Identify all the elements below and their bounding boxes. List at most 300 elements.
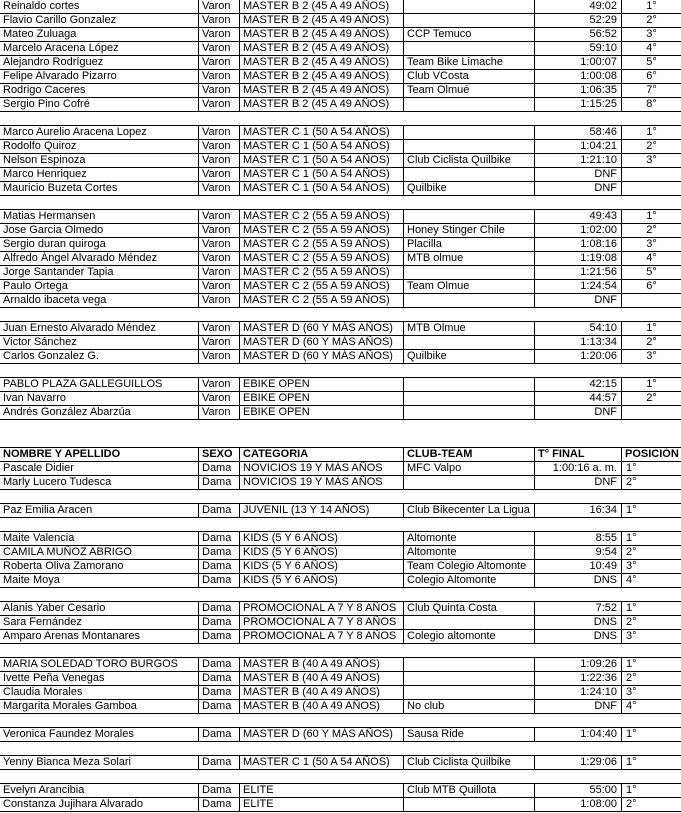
column-divider <box>621 139 622 154</box>
time-cell: DNF <box>594 406 617 418</box>
sex-cell: Varon <box>202 28 231 40</box>
column-divider <box>198 475 199 490</box>
column-divider <box>403 629 404 644</box>
column-divider <box>621 237 622 252</box>
category-cell: MASTER C 1 (50 A 54 AÑOS) <box>243 140 390 152</box>
row-divider <box>0 643 681 644</box>
column-divider <box>621 167 622 182</box>
time-cell: 54:10 <box>589 322 617 334</box>
row-divider <box>0 209 681 210</box>
name-cell: Jorge Santander Tapia <box>3 266 114 278</box>
category-cell: MASTER C 2 (55 A 59 AÑOS) <box>243 280 390 292</box>
row-divider <box>0 783 681 784</box>
column-divider <box>534 615 535 630</box>
position-cell: 1° <box>646 0 657 12</box>
column-divider <box>403 321 404 336</box>
name-cell: Alejandro Rodríguez <box>3 56 104 68</box>
time-cell: 1:20:06 <box>580 350 617 362</box>
column-divider <box>239 685 240 700</box>
category-cell: MASTER B 2 (45 A 49 AÑOS) <box>243 56 390 68</box>
category-cell: MASTER B 2 (45 A 49 AÑOS) <box>243 0 390 12</box>
column-divider <box>621 293 622 308</box>
column-divider <box>198 237 199 252</box>
club-cell <box>404 168 535 182</box>
column-header: SEXO <box>202 448 233 460</box>
club-cell: Club MTB Quillota <box>407 784 497 796</box>
position-cell: 1° <box>646 210 657 222</box>
category-cell: KIDS (5 Y 6 AÑOS) <box>243 546 338 558</box>
time-cell: 49:02 <box>589 0 617 12</box>
column-divider <box>239 321 240 336</box>
sex-cell: Varon <box>202 336 231 348</box>
category-cell: EBIKE OPEN <box>243 406 310 418</box>
column-divider <box>534 265 535 280</box>
column-divider <box>198 251 199 266</box>
column-divider <box>198 699 199 714</box>
column-header: T° FINAL <box>538 448 585 460</box>
position-cell <box>622 294 681 308</box>
category-cell: PROMOCIONAL A 7 Y 8 AÑOS <box>243 630 397 642</box>
sex-cell: Varon <box>202 56 231 68</box>
category-cell: MASTER C 2 (55 A 59 AÑOS) <box>243 266 390 278</box>
column-divider <box>534 335 535 350</box>
category-cell: MASTER B (40 A 49 AÑOS) <box>243 658 380 670</box>
category-cell: MASTER D (60 Y MÁS AÑOS) <box>243 336 393 348</box>
position-cell: 4° <box>646 252 657 264</box>
time-cell: DNS <box>593 574 617 586</box>
name-cell: Roberta Oliva Zamorano <box>3 560 124 572</box>
column-divider <box>621 13 622 28</box>
club-cell <box>404 672 535 686</box>
position-cell: 5° <box>646 266 657 278</box>
time-cell: 1:13:34 <box>580 336 617 348</box>
column-divider <box>534 461 535 476</box>
column-divider <box>239 601 240 616</box>
column-divider <box>198 503 199 518</box>
column-header: NOMBRE Y APELLIDO <box>3 448 121 460</box>
club-cell <box>404 686 535 700</box>
time-cell: 1:04:40 <box>580 728 617 740</box>
time-cell: DNF <box>594 168 617 180</box>
column-divider <box>239 727 240 742</box>
column-divider <box>198 671 199 686</box>
column-divider <box>403 671 404 686</box>
column-divider <box>239 0 240 14</box>
position-cell: 1° <box>646 126 657 138</box>
column-divider <box>534 503 535 518</box>
column-divider <box>534 209 535 224</box>
column-divider <box>198 223 199 238</box>
club-cell <box>404 210 535 224</box>
position-cell: 1° <box>626 532 637 544</box>
column-divider <box>534 671 535 686</box>
name-cell: Ivette Peña Venegas <box>3 672 105 684</box>
column-divider <box>534 657 535 672</box>
row-divider <box>0 125 681 126</box>
column-divider <box>534 55 535 70</box>
column-divider <box>621 629 622 644</box>
column-divider <box>621 209 622 224</box>
column-divider <box>198 727 199 742</box>
column-divider <box>198 97 199 112</box>
sex-cell: Varon <box>202 322 231 334</box>
name-cell: Andrés González Abarzúa <box>3 406 131 418</box>
row-divider <box>0 587 681 588</box>
row-divider <box>0 769 681 770</box>
column-divider <box>198 797 199 812</box>
row-divider <box>0 503 681 504</box>
time-cell: 1:19:08 <box>580 252 617 264</box>
position-cell: 2° <box>646 336 657 348</box>
column-divider <box>239 335 240 350</box>
column-divider <box>198 391 199 406</box>
column-divider <box>534 251 535 266</box>
position-cell: 2° <box>626 672 637 684</box>
column-divider <box>198 405 199 420</box>
club-cell: Quilbike <box>407 182 447 194</box>
column-divider <box>621 447 622 462</box>
column-divider <box>403 447 404 462</box>
sex-cell: Dama <box>202 756 232 768</box>
column-divider <box>534 167 535 182</box>
time-cell: 49:43 <box>589 210 617 222</box>
column-divider <box>239 97 240 112</box>
club-cell <box>404 392 535 406</box>
column-header: POSICIÓN <box>625 448 679 460</box>
column-divider <box>621 265 622 280</box>
category-cell: MASTER B (40 A 49 AÑOS) <box>243 700 380 712</box>
column-divider <box>403 601 404 616</box>
column-divider <box>534 755 535 770</box>
club-cell <box>404 616 535 630</box>
name-cell: Victor Sánchez <box>3 336 77 348</box>
column-divider <box>239 27 240 42</box>
column-divider <box>621 503 622 518</box>
sex-cell: Dama <box>202 686 232 698</box>
position-cell: 6° <box>646 70 657 82</box>
position-cell: 1° <box>626 784 637 796</box>
column-divider <box>239 349 240 364</box>
club-cell: Colegio Altomonte <box>407 574 497 586</box>
column-divider <box>198 447 199 462</box>
category-cell: MASTER B 2 (45 A 49 AÑOS) <box>243 14 390 26</box>
club-cell: MFC Valpo <box>407 462 462 474</box>
sex-cell: Varon <box>202 140 231 152</box>
position-cell: 3° <box>646 28 657 40</box>
time-cell: 59:10 <box>589 42 617 54</box>
column-divider <box>621 573 622 588</box>
position-cell: 2° <box>646 224 657 236</box>
column-divider <box>621 391 622 406</box>
column-divider <box>239 783 240 798</box>
sex-cell: Varon <box>202 210 231 222</box>
column-divider <box>198 55 199 70</box>
column-divider <box>403 727 404 742</box>
sex-cell: Varon <box>202 70 231 82</box>
column-divider <box>198 559 199 574</box>
column-divider <box>239 615 240 630</box>
column-divider <box>403 139 404 154</box>
column-divider <box>198 13 199 28</box>
position-cell <box>622 168 681 182</box>
column-divider <box>621 335 622 350</box>
sex-cell: Dama <box>202 616 232 628</box>
column-divider <box>403 237 404 252</box>
time-cell: 1:06:35 <box>580 84 617 96</box>
column-divider <box>621 377 622 392</box>
row-divider <box>0 363 681 364</box>
sex-cell: Dama <box>202 658 232 670</box>
category-cell: MASTER C 2 (55 A 59 AÑOS) <box>243 294 390 306</box>
name-cell: Marly Lucero Tudesca <box>3 476 112 488</box>
column-divider <box>621 69 622 84</box>
column-divider <box>198 41 199 56</box>
name-cell: Mauricio Buzeta Cortes <box>3 182 118 194</box>
sex-cell: Varon <box>202 294 231 306</box>
name-cell: Margarita Morales Gamboa <box>3 700 137 712</box>
category-cell: MASTER C 2 (55 A 59 AÑOS) <box>243 224 390 236</box>
category-cell: MASTER C 1 (50 A 54 AÑOS) <box>243 168 390 180</box>
column-divider <box>621 41 622 56</box>
sex-cell: Dama <box>202 728 232 740</box>
column-divider <box>621 657 622 672</box>
column-divider <box>621 0 622 14</box>
column-divider <box>239 125 240 140</box>
column-divider <box>198 601 199 616</box>
sex-cell: Dama <box>202 504 232 516</box>
column-divider <box>198 335 199 350</box>
category-cell: MASTER C 1 (50 A 54 AÑOS) <box>243 154 390 166</box>
column-divider <box>403 41 404 56</box>
column-divider <box>198 139 199 154</box>
name-cell: Yenny Bianca Meza Solari <box>3 756 132 768</box>
club-cell: Honey Stinger Chile <box>407 224 505 236</box>
column-divider <box>534 139 535 154</box>
time-cell: 52:29 <box>589 14 617 26</box>
category-cell: MASTER B 2 (45 A 49 AÑOS) <box>243 84 390 96</box>
position-cell: 1° <box>646 322 657 334</box>
sex-cell: Varon <box>202 238 231 250</box>
column-divider <box>198 657 199 672</box>
position-cell: 4° <box>626 700 637 712</box>
column-divider <box>198 685 199 700</box>
column-divider <box>403 615 404 630</box>
column-divider <box>198 615 199 630</box>
sex-cell: Dama <box>202 602 232 614</box>
category-cell: KIDS (5 Y 6 AÑOS) <box>243 532 338 544</box>
column-divider <box>403 13 404 28</box>
position-cell: 2° <box>646 392 657 404</box>
column-divider <box>239 69 240 84</box>
category-cell: NOVICIOS 19 Y MÁS AÑOS <box>243 462 383 474</box>
position-cell <box>622 406 681 420</box>
time-cell: 1:29:06 <box>580 756 617 768</box>
column-divider <box>403 55 404 70</box>
category-cell: MASTER B (40 A 49 AÑOS) <box>243 672 380 684</box>
column-divider <box>534 293 535 308</box>
column-divider <box>239 83 240 98</box>
column-divider <box>403 125 404 140</box>
category-cell: MASTER B 2 (45 A 49 AÑOS) <box>243 98 390 110</box>
column-divider <box>239 237 240 252</box>
column-divider <box>403 503 404 518</box>
sex-cell: Varon <box>202 266 231 278</box>
column-divider <box>534 391 535 406</box>
column-divider <box>198 167 199 182</box>
column-divider <box>621 27 622 42</box>
club-cell: Colegio altomonte <box>407 630 496 642</box>
category-cell: EBIKE OPEN <box>243 392 310 404</box>
category-cell: PROMOCIONAL A 7 Y 8 AÑOS <box>243 616 397 628</box>
category-cell: KIDS (5 Y 6 AÑOS) <box>243 560 338 572</box>
column-divider <box>239 559 240 574</box>
row-divider <box>0 741 681 742</box>
club-cell: Team Colegio Altomonte <box>407 560 527 572</box>
sex-cell: Dama <box>202 672 232 684</box>
position-cell: 1° <box>626 504 637 516</box>
sex-cell: Varon <box>202 182 231 194</box>
name-cell: Nelson Espinoza <box>3 154 86 166</box>
column-divider <box>239 531 240 546</box>
club-cell: MTB olmue <box>407 252 464 264</box>
sex-cell: Varon <box>202 378 231 390</box>
time-cell: 55:00 <box>589 784 617 796</box>
sex-cell: Varon <box>202 280 231 292</box>
column-divider <box>621 223 622 238</box>
column-divider <box>198 377 199 392</box>
name-cell: Evelyn Arancibia <box>3 784 85 796</box>
column-divider <box>621 531 622 546</box>
club-cell: Club Quinta Costa <box>407 602 497 614</box>
column-divider <box>534 545 535 560</box>
column-divider <box>239 447 240 462</box>
club-cell: CCP Temuco <box>407 28 472 40</box>
column-divider <box>534 41 535 56</box>
column-divider <box>239 265 240 280</box>
category-cell: MASTER C 1 (50 A 54 AÑOS) <box>243 756 390 768</box>
time-cell: DNF <box>594 182 617 194</box>
column-divider <box>239 461 240 476</box>
column-divider <box>198 783 199 798</box>
time-cell: 1:02:00 <box>580 224 617 236</box>
name-cell: Claudia Morales <box>3 686 83 698</box>
club-cell <box>404 378 535 392</box>
row-divider <box>0 755 681 756</box>
sex-cell: Varon <box>202 350 231 362</box>
club-cell <box>404 14 535 28</box>
position-cell: 4° <box>646 42 657 54</box>
club-cell: Club Ciclista Quilbike <box>407 154 511 166</box>
time-cell: 1:21:10 <box>580 154 617 166</box>
column-divider <box>534 83 535 98</box>
club-cell: No club <box>407 700 445 712</box>
column-divider <box>403 559 404 574</box>
sex-cell: Varon <box>202 0 231 12</box>
sex-cell: Varon <box>202 98 231 110</box>
column-divider <box>534 223 535 238</box>
column-divider <box>403 475 404 490</box>
column-divider <box>198 573 199 588</box>
time-cell: 1:08:00 <box>580 798 617 810</box>
column-divider <box>198 461 199 476</box>
column-divider <box>239 55 240 70</box>
column-divider <box>239 251 240 266</box>
name-cell: Marcelo Aracena López <box>3 42 119 54</box>
column-divider <box>198 349 199 364</box>
position-cell: 3° <box>626 630 637 642</box>
time-cell: 1:00:07 <box>580 56 617 68</box>
column-divider <box>534 573 535 588</box>
category-cell: NOVICIOS 19 Y MÁS AÑOS <box>243 476 383 488</box>
column-divider <box>621 755 622 770</box>
time-cell: 58:46 <box>589 126 617 138</box>
name-cell: Pascale Didier <box>3 462 74 474</box>
column-divider <box>403 573 404 588</box>
position-cell: 3° <box>646 238 657 250</box>
column-divider <box>403 265 404 280</box>
time-cell: DNF <box>594 476 617 488</box>
sex-cell: Dama <box>202 476 232 488</box>
time-cell: 1:04:21 <box>580 140 617 152</box>
column-divider <box>403 27 404 42</box>
category-cell: MASTER B 2 (45 A 49 AÑOS) <box>243 70 390 82</box>
column-divider <box>534 559 535 574</box>
column-divider <box>534 783 535 798</box>
name-cell: Paz Emilia Aracen <box>3 504 93 516</box>
column-divider <box>239 475 240 490</box>
column-divider <box>239 545 240 560</box>
category-cell: MASTER C 2 (55 A 59 AÑOS) <box>243 238 390 250</box>
club-cell <box>404 98 535 112</box>
column-divider <box>239 167 240 182</box>
row-divider <box>0 111 681 112</box>
column-divider <box>534 447 535 462</box>
name-cell: Rodrigo Caceres <box>3 84 86 96</box>
club-cell: Club VCosta <box>407 70 469 82</box>
column-divider <box>403 391 404 406</box>
position-cell: 2° <box>646 140 657 152</box>
name-cell: Alanis Yaber Cesario <box>3 602 106 614</box>
column-divider <box>534 531 535 546</box>
category-cell: MASTER D (60 Y MÁS AÑOS) <box>243 350 393 362</box>
sex-cell: Dama <box>202 574 232 586</box>
name-cell: Mateo Zuluaga <box>3 28 77 40</box>
column-divider <box>403 797 404 812</box>
column-divider <box>239 405 240 420</box>
category-cell: MASTER C 1 (50 A 54 AÑOS) <box>243 182 390 194</box>
position-cell: 8° <box>646 98 657 110</box>
club-cell: Club Bikecenter La Ligua <box>407 504 530 516</box>
name-cell: Marco Henriquez <box>3 168 87 180</box>
column-divider <box>403 97 404 112</box>
position-cell <box>622 182 681 196</box>
column-divider <box>403 657 404 672</box>
position-cell: 3° <box>626 560 637 572</box>
row-divider <box>0 447 681 448</box>
name-cell: Flavio Carillo Gonzalez <box>3 14 117 26</box>
row-divider <box>0 489 681 490</box>
time-cell: 56:52 <box>589 28 617 40</box>
name-cell: Maite Moya <box>3 574 60 586</box>
sex-cell: Varon <box>202 406 231 418</box>
time-cell: 1:22:36 <box>580 672 617 684</box>
column-divider <box>534 69 535 84</box>
column-divider <box>534 97 535 112</box>
column-divider <box>403 251 404 266</box>
column-divider <box>621 671 622 686</box>
column-divider <box>621 321 622 336</box>
column-divider <box>534 699 535 714</box>
